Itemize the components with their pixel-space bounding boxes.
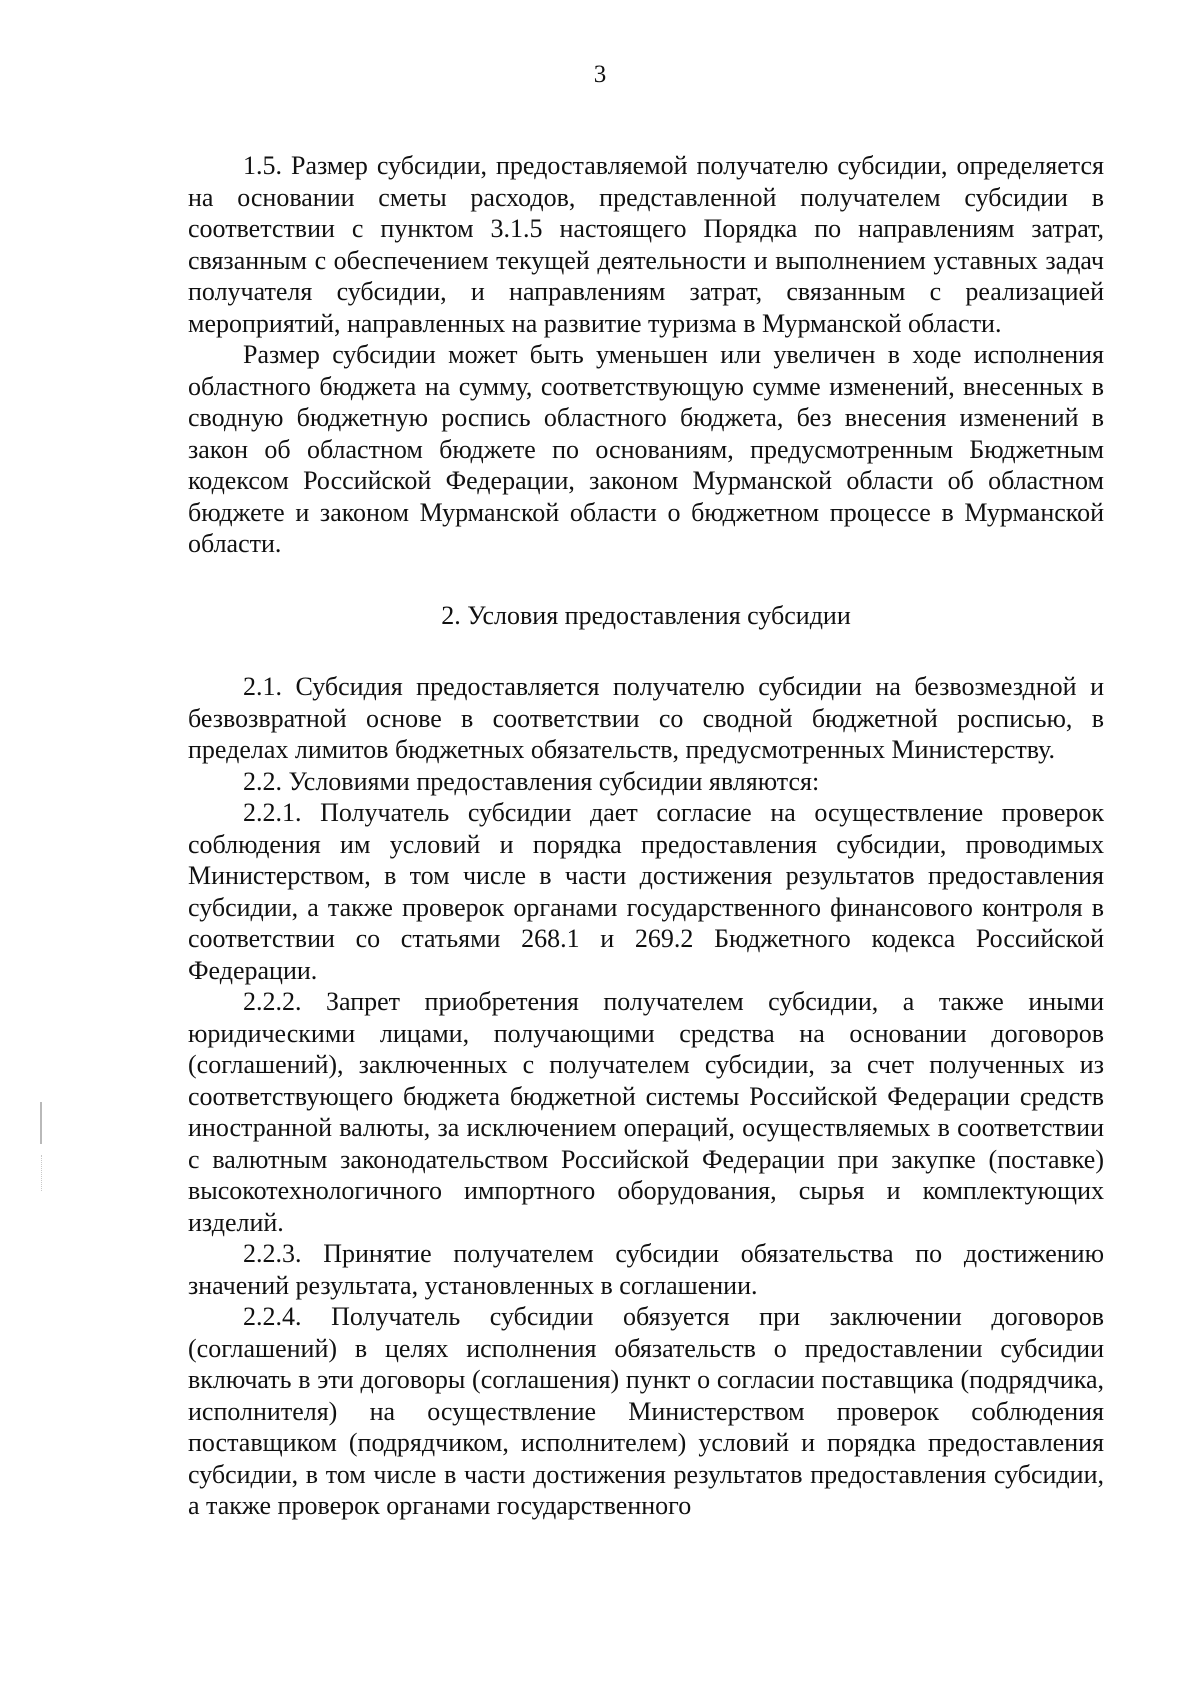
page-number: 3 — [593, 61, 607, 88]
scan-artifact-line — [40, 1102, 42, 1144]
paragraph-2-2-4: 2.2.4. Получатель субсидии обязуется при заключении договоров (соглашений) в целях исполнения обязательств о предоставлении субсидии включать в эти договоры (соглашения) пункт о согласии поставщика (подрядчика, исполнителя) на осуществление Министерством проверок соблюдения поставщиком (подрядчиком, исполнителем) условий и порядка предоставления субсидии, в том числе в части достижения результатов предоставления субсидии, а также проверок органами государственного — [188, 1302, 1104, 1520]
paragraph-2-2: 2.2. Условиями предоставления субсидии являются: — [243, 766, 820, 796]
section-heading: 2. Условия предоставления субсидии — [441, 600, 851, 630]
paragraph-2-2-3: 2.2.3. Принятие получателем субсидии обязательства по достижению значений результата, установленных в соглашении. — [188, 1239, 1104, 1300]
paragraph-2-2-2: 2.2.2. Запрет приобретения получателем субсидии, а также иными юридическими лицами, получающими средства на основании договоров (соглашений), заключенных с получателем субсидии, за счет полученных из соответствующего бюджета бюджетной системы Российской Федерации средств иностранной валюты, за исключением операций, осуществляемых в соответствии с валютным законодательством Российской Федерации при закупке (поставке) высокотехнологичного импортного оборудования, сырья и комплектующих изделий. — [188, 987, 1104, 1237]
paragraph-2-2-1: 2.2.1. Получатель субсидии дает согласие на осуществление проверок соблюдения им условий и порядка предоставления субсидии, проводимых Министерством, в том числе в части достижения результатов предоставления субсидии, а также проверок органами государственного финансового контроля в соответствии со статьями 268.1 и 269.2 Бюджетного кодекса Российской Федерации. — [188, 798, 1104, 985]
paragraph-subsidy-size: Размер субсидии может быть уменьшен или увеличен в ходе исполнения областного бюджета на сумму, соответствующую сумме изменений, внесенных в сводную бюджетную роспись областного бюджета, без внесения изменений в закон об областном бюджете по основаниям, предусмотренным Бюджетным кодексом Российской Федерации, законом Мурманской области об областном бюджете и законом Мурманской области о бюджетном процессе в Мурманской области. — [188, 340, 1104, 558]
paragraph-1-5: 1.5. Размер субсидии, предоставляемой получателю субсидии, определяется на основании сметы расходов, представленной получателем субсидии в соответствии с пунктом 3.1.5 настоящего Порядка по направлениям затрат, связанным с обеспечением текущей деятельности и выполнением уставных задач получателя субсидии, и направлениям затрат, связанным с реализацией мероприятий, направленных на развитие туризма в Мурманской области. — [188, 151, 1104, 338]
scan-artifact-dots — [41, 1155, 43, 1191]
document-body — [188, 150, 1104, 1522]
paragraph-2-1: 2.1. Субсидия предоставляется получателю субсидии на безвозмездной и безвозвратной основе в соответствии со сводной бюджетной росписью, в пределах лимитов бюджетных обязательств, предусмотренных Министерству. — [188, 672, 1104, 764]
